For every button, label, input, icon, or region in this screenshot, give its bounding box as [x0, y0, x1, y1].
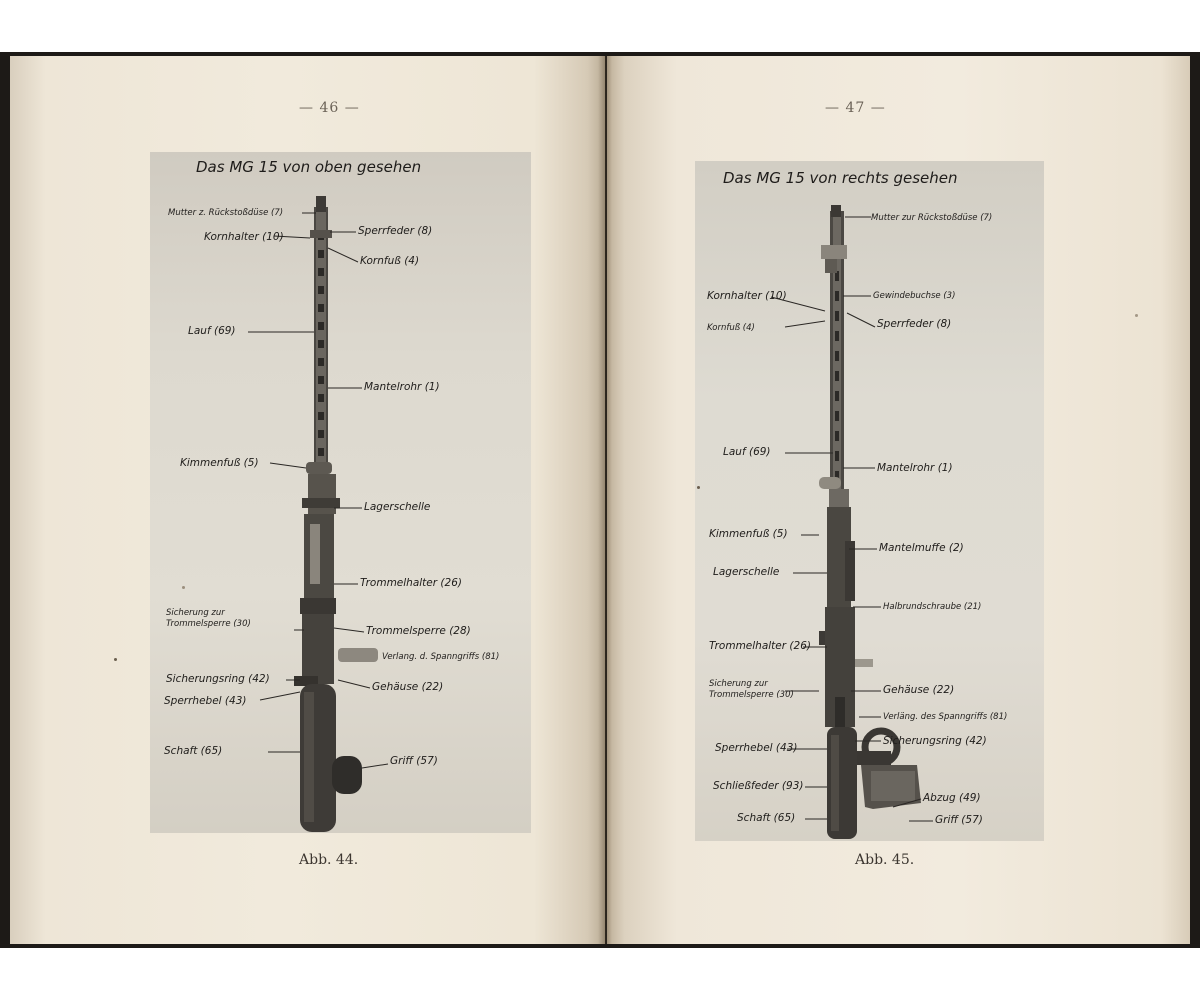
mg15-right-view-illustration [695, 161, 1044, 841]
paper-stain [182, 586, 185, 589]
label-mutter-rueckstossduese: Mutter z. Rückstoßdüse (7) [168, 208, 284, 218]
figure-plate-top-view [150, 152, 531, 833]
page-number: — 47 — [825, 100, 886, 116]
label-schaft: Schaft (65) [737, 812, 796, 824]
label-halbrundschraube: Halbrundschraube (21) [883, 602, 982, 612]
page-number: — 46 — [299, 100, 360, 116]
label-sicherungsring: Sicherungsring (42) [166, 673, 270, 685]
figure-plate-right-view [695, 161, 1044, 841]
label-sperrfeder: Sperrfeder (8) [358, 225, 433, 237]
plate-title: Das MG 15 von oben gesehen [196, 158, 422, 176]
label-kornfuss: Kornfuß (4) [707, 323, 755, 333]
label-trommelhalter: Trommelhalter (26) [709, 640, 811, 652]
label-schliessfeder: Schließfeder (93) [713, 780, 804, 792]
left-page [10, 56, 605, 944]
label-gehaeuse: Gehäuse (22) [883, 684, 955, 696]
label-mantelrohr: Mantelrohr (1) [877, 462, 953, 474]
label-kimmenfuss: Kimmenfuß (5) [709, 528, 788, 540]
label-lauf: Lauf (69) [188, 325, 236, 337]
label-sperrhebel: Sperrhebel (43) [715, 742, 798, 754]
figure-caption: Abb. 44. [299, 852, 359, 868]
label-sicherung-trommelsperre: Sicherung zur Trommelsperre (30) [166, 608, 251, 629]
label-kornhalter: Kornhalter (10) [204, 231, 284, 243]
label-kimmenfuss: Kimmenfuß (5) [180, 457, 259, 469]
label-lagerschelle: Lagerschelle [713, 566, 780, 578]
label-schaft: Schaft (65) [164, 745, 223, 757]
label-lagerschelle: Lagerschelle [364, 501, 431, 513]
label-trommelsperre: Trommelsperre (28) [366, 625, 471, 637]
paper-stain [1135, 314, 1138, 317]
label-gehaeuse: Gehäuse (22) [372, 681, 444, 693]
plate-title: Das MG 15 von rechts gesehen [723, 169, 958, 187]
label-kornfuss: Kornfuß (4) [360, 255, 420, 267]
label-kornhalter: Kornhalter (10) [707, 290, 787, 302]
label-mutter-rueckstossduese: Mutter zur Rückstoßdüse (7) [871, 213, 993, 223]
label-sicherungsring: Sicherungsring (42) [883, 735, 987, 747]
figure-caption: Abb. 45. [855, 852, 915, 868]
label-sperrhebel: Sperrhebel (43) [164, 695, 247, 707]
label-griff: Griff (57) [390, 755, 438, 767]
label-mantelrohr: Mantelrohr (1) [364, 381, 440, 393]
open-book-spread [0, 52, 1200, 948]
label-verlaengerung-spanngriff: Verlang. d. Spanngriffs (81) [382, 652, 500, 662]
paper-stain [114, 658, 117, 661]
right-page [607, 56, 1190, 944]
label-sperrfeder: Sperrfeder (8) [877, 318, 952, 330]
label-sicherung-trommelsperre: Sicherung zur Trommelsperre (30) [709, 679, 794, 700]
label-mantelmuffe: Mantelmuffe (2) [879, 542, 964, 554]
label-griff: Griff (57) [935, 814, 983, 826]
label-verlaengerung-spanngriff: Verläng. des Spanngriffs (81) [883, 712, 1008, 722]
label-abzug: Abzug (49) [923, 792, 981, 804]
paper-stain [697, 486, 700, 489]
label-trommelhalter: Trommelhalter (26) [360, 577, 462, 589]
label-lauf: Lauf (69) [723, 446, 771, 458]
mg15-top-view-illustration [150, 152, 531, 833]
book-spine-shadow [598, 56, 612, 944]
label-gewindebuchse: Gewindebuchse (3) [873, 291, 956, 301]
